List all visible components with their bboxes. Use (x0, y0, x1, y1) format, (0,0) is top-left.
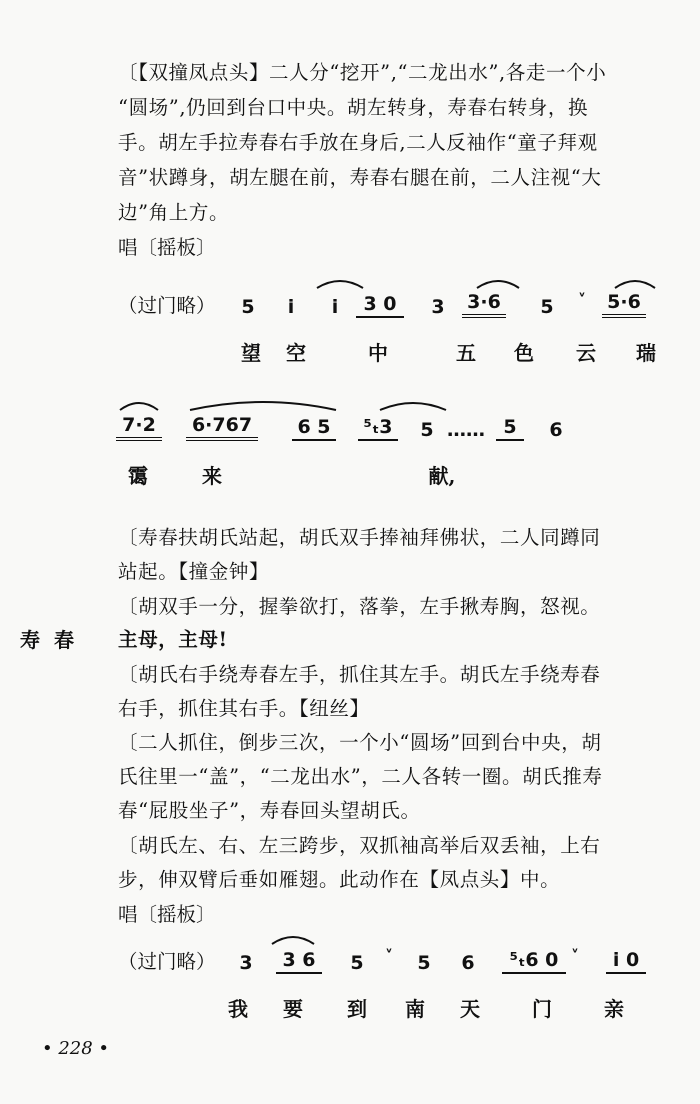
breath-mark: ᵛ (385, 946, 393, 961)
score-line-1 (118, 290, 646, 318)
slur-mark (118, 398, 160, 412)
breath-mark: ᵛ (578, 290, 586, 305)
lyric-char: 要 (283, 997, 303, 1021)
lyric-line-3 (214, 993, 644, 1022)
note: 3 (239, 952, 253, 974)
lyric-char: 望 (241, 341, 261, 365)
stage-direction-line: 边”角上方。 (118, 201, 230, 224)
lyric-char: 南 (405, 997, 425, 1021)
lyric-char: 我 (228, 997, 248, 1021)
prelude-note: （过门略） (118, 294, 216, 317)
note: 7·2 (116, 414, 162, 441)
stage-direction-line: 手。胡左手拉寿春右手放在身后,二人反袖作“童子拜观 (118, 131, 598, 154)
stage-direction-line: 春“屁股坐子”，寿春回头望胡氏。 (118, 799, 421, 822)
slur-mark (613, 276, 657, 290)
stage-direction-line: 右手，抓住其右手。【纽丝】 (118, 697, 370, 720)
lyric-char: 空 (286, 341, 306, 365)
score-line-3 (118, 946, 646, 974)
stage-direction-line: 〔胡双手一分，握拳欲打，落拳，左手揪寿胸，怒视。 (118, 595, 601, 618)
lyric-char: 中 (368, 341, 388, 365)
breath-mark: ᵛ (571, 946, 579, 961)
lyric-char: 献, (428, 464, 456, 488)
score-line-2 (116, 414, 576, 441)
lyric-char: 五 (456, 341, 476, 365)
lyric-char: 亲 (604, 997, 624, 1021)
dialogue-line: 主母，主母! (118, 628, 228, 651)
note: i 0 (606, 949, 646, 974)
lyric-char: 到 (347, 997, 367, 1021)
stage-direction-line: 〔【双撞凤点头】二人分“挖开”,“二龙出水”,各走一个小 (118, 61, 607, 84)
slur-mark (378, 398, 448, 412)
note: 5 (417, 952, 431, 974)
note: 5 (496, 416, 524, 441)
stage-direction-line: 站起。【撞金钟】 (118, 560, 270, 583)
note: ⁵ₜ6 0 (502, 949, 566, 974)
lyric-char: 色 (514, 341, 534, 365)
speaker-name: 寿春 (20, 628, 88, 652)
lyric-char: 云 (576, 341, 596, 365)
lyric-line-2 (116, 460, 472, 489)
note: 5 (420, 419, 434, 441)
note: 6 (549, 419, 563, 441)
note: 6 5 (292, 416, 336, 441)
note: 3 (431, 296, 445, 318)
lyric-char: 瑞 (636, 341, 656, 365)
note: 5 (350, 952, 364, 974)
stage-direction-line: 〔胡氏右手绕寿春左手，抓住其左手。胡氏左手绕寿春 (118, 663, 601, 686)
slur-mark (188, 398, 338, 412)
stage-direction-line: “圆场”,仍回到台口中央。胡左转身，寿春右转身，换 (118, 96, 589, 119)
slur-mark (475, 276, 521, 290)
note: 3 6 (276, 949, 322, 974)
slur-mark (270, 932, 316, 946)
singing-cue: 唱〔摇板〕 (118, 236, 216, 259)
note: i (331, 296, 339, 318)
singing-cue: 唱〔摇板〕 (118, 903, 216, 926)
lyric-char: 天 (460, 997, 480, 1021)
note: 5 (241, 296, 255, 318)
note: 6·767 (186, 414, 258, 441)
note: 3 0 (356, 293, 404, 318)
stage-direction-line: 氏往里一“盖”，“二龙出水”，二人各转一圈。胡氏推寿 (118, 765, 603, 788)
note: 5 (540, 296, 554, 318)
stage-direction-line: 〔寿春扶胡氏站起，胡氏双手捧袖拜佛状，二人同蹲同 (118, 526, 601, 549)
lyric-char: 霭 (128, 464, 148, 488)
slur-mark (315, 276, 365, 290)
stage-direction-line: 〔二人抓住，倒步三次，一个小“圆场”回到台中央，胡 (118, 731, 602, 754)
stage-direction-line: 〔胡氏左、右、左三跨步，双抓袖高举后双丢袖，上右 (118, 834, 601, 857)
lyric-char: 门 (532, 997, 552, 1021)
page-number: • 228 • (42, 1038, 110, 1059)
lyric-char: 来 (202, 464, 222, 488)
stage-direction-line: 步，伸双臂后垂如雁翅。此动作在【凤点头】中。 (118, 868, 561, 891)
note: 6 (461, 952, 475, 974)
stage-direction-line: 音”状蹲身，胡左腿在前，寿春右腿在前，二人注视“大 (118, 166, 602, 189)
lyric-line-1 (228, 337, 674, 366)
note: …… (447, 419, 485, 441)
prelude-note: （过门略） (118, 950, 216, 973)
note: ⁵ₜ3 (358, 416, 398, 441)
note: i (287, 296, 295, 318)
note: 5·6 (602, 291, 646, 318)
note: 3·6 (462, 291, 506, 318)
